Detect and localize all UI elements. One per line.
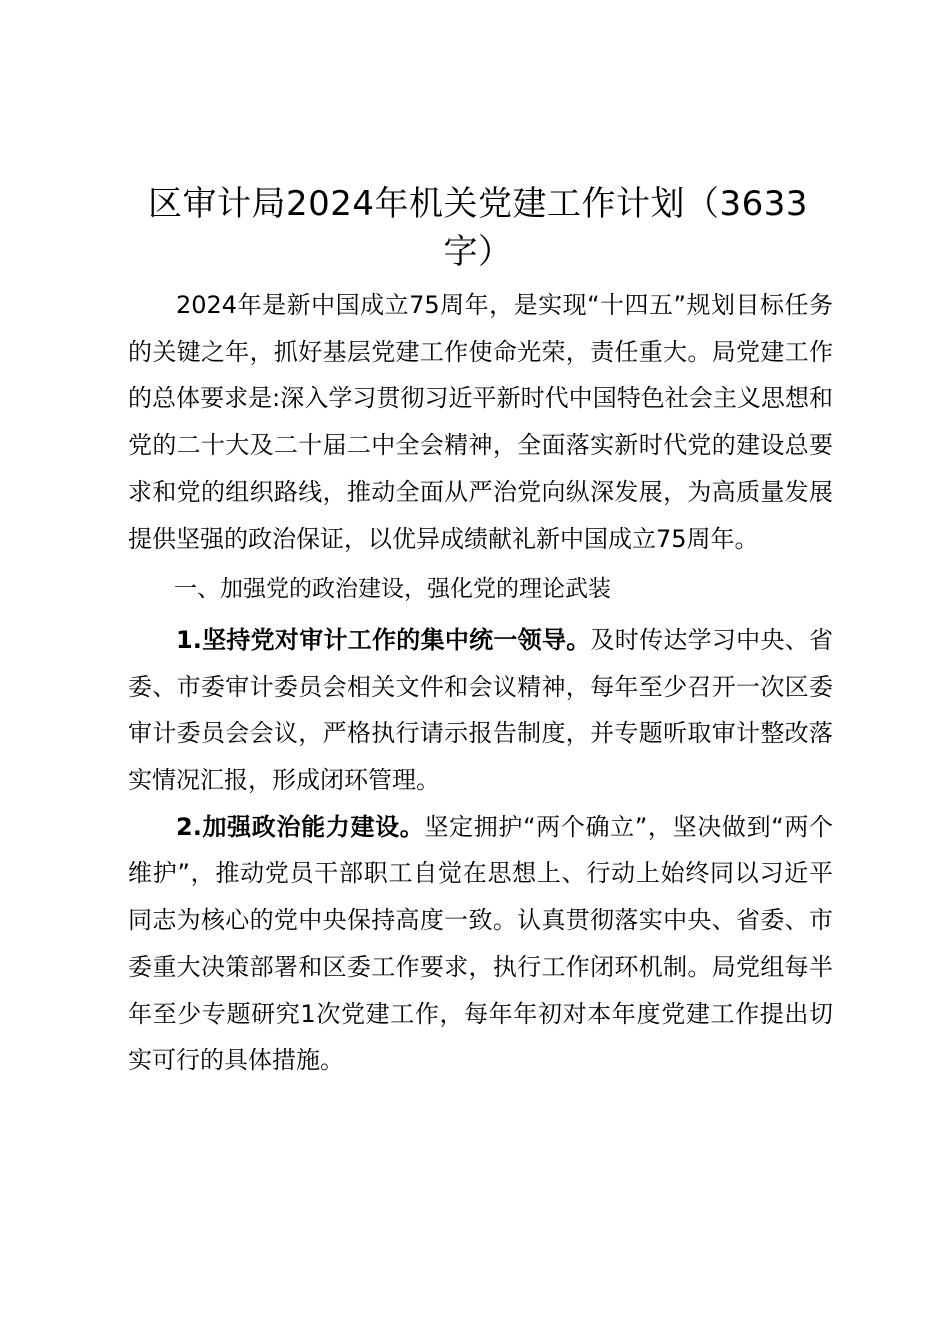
- item-2-text: 坚定拥护“两个确立”，坚决做到“两个维护”，推动党员干部职工自觉在思想上、行动上始终同以习近平同志为核心的党中央保持高度一致。认真贯彻落实中央、省委、市委重大决策部署和区委工作要求，执行工作闭环机制。局党组每半年至少专题研究1次党建工作，每年年初对本年度党建工作提出切实可行的具体措施。: [128, 812, 833, 1075]
- document-body: [128, 282, 833, 1084]
- item-2-lead: 2.加强政治能力建设。: [176, 812, 425, 841]
- item-1-lead: 1.坚持党对审计工作的集中统一领导。: [176, 625, 591, 654]
- item-2-paragraph: [128, 804, 833, 1084]
- item-1-paragraph: [128, 617, 833, 804]
- section-heading: 一、加强党的政治建设，强化党的理论武装: [174, 576, 611, 603]
- item-1-text: 及时传达学习中央、省委、市委审计委员会相关文件和会议精神，每年至少召开一次区委审计委员会会议，严格执行请示报告制度，并专题听取审计整改落实情况汇报，形成闭环管理。: [128, 625, 833, 795]
- intro-paragraph: 2024年是新中国成立75周年，是实现“十四五”规划目标任务的关键之年，抓好基层党建工作使命光荣，责任重大。局党建工作的总体要求是:深入学习贯彻习近平新时代中国特色社会主义思想和党的二十大及二十届二中全会精神，全面落实新时代党的建设总要求和党的组织路线，推动全面从严治党向纵深发展，为高质量发展提供坚强的政治保证，以优异成绩献礼新中国成立75周年。: [128, 291, 833, 553]
- document-title: 区审计局2024年机关党建工作计划（3633字）: [147, 184, 809, 272]
